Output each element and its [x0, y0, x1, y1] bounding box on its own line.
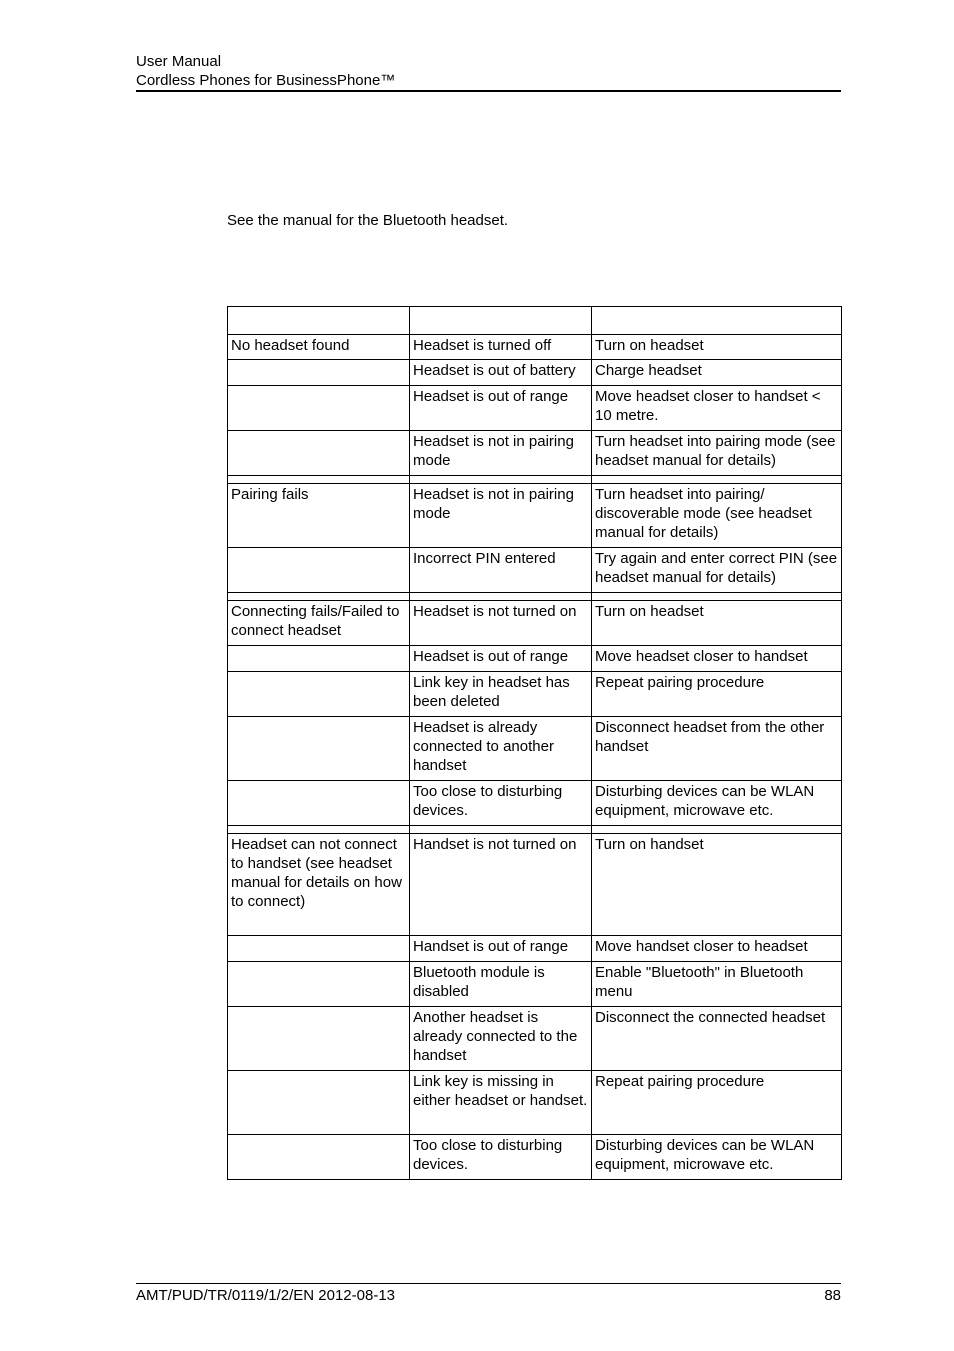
table-row	[228, 360, 842, 386]
solution-cell: Repeat pairing procedure	[592, 1071, 842, 1135]
solution-cell: Move headset closer to handset	[592, 646, 842, 672]
problem-cell	[228, 1071, 410, 1135]
cause-cell: Headset is not turned on	[410, 601, 592, 646]
problem-cell	[228, 1007, 410, 1071]
table-spacer-row	[228, 826, 842, 834]
table-row	[228, 335, 842, 360]
header-title: User Manual	[136, 53, 222, 70]
solution-cell: Charge headset	[592, 360, 842, 386]
table-row	[228, 717, 842, 781]
table-row	[228, 386, 842, 431]
table-row	[228, 646, 842, 672]
table-row	[228, 1135, 842, 1180]
cause-cell: Link key in headset has been deleted	[410, 672, 592, 717]
solution-cell: Move handset closer to headset	[592, 936, 842, 962]
solution-cell: Disconnect the connected headset	[592, 1007, 842, 1071]
cause-cell: Another headset is already connected to the handset	[410, 1007, 592, 1071]
solution-cell: Turn headset into pairing mode (see headset manual for details)	[592, 431, 842, 476]
problem-cell	[228, 1135, 410, 1180]
solution-cell: Turn on headset	[592, 335, 842, 360]
table-row	[228, 601, 842, 646]
cause-cell	[410, 476, 592, 484]
table-row	[228, 834, 842, 936]
problem-cell	[228, 386, 410, 431]
solution-cell: Try again and enter correct PIN (see headset manual for details)	[592, 548, 842, 593]
header-subtitle: Cordless Phones for BusinessPhone™	[136, 72, 396, 89]
solution-cell: Enable "Bluetooth" in Bluetooth menu	[592, 962, 842, 1007]
table-spacer-row	[228, 593, 842, 601]
problem-cell	[228, 307, 410, 335]
solution-cell: Turn on handset	[592, 834, 842, 936]
table-row	[228, 484, 842, 548]
cause-cell: Headset is not in pairing mode	[410, 484, 592, 548]
cause-cell: Headset is out of range	[410, 386, 592, 431]
cause-cell	[410, 826, 592, 834]
problem-cell	[228, 593, 410, 601]
problem-cell	[228, 548, 410, 593]
solution-cell: Move headset closer to handset < 10 metre.	[592, 386, 842, 431]
solution-cell: Turn headset into pairing/ discoverable mode (see headset manual for details)	[592, 484, 842, 548]
problem-cell	[228, 717, 410, 781]
solution-cell: Turn on headset	[592, 601, 842, 646]
table-header-row	[228, 307, 842, 335]
table-row	[228, 781, 842, 826]
problem-cell	[228, 826, 410, 834]
cause-cell	[410, 307, 592, 335]
page-number: 88	[824, 1287, 841, 1304]
problem-cell	[228, 646, 410, 672]
problem-cell: No headset found	[228, 335, 410, 360]
cause-cell: Link key is missing in either headset or handset.	[410, 1071, 592, 1135]
table-spacer-row	[228, 476, 842, 484]
solution-cell	[592, 593, 842, 601]
table-row	[228, 672, 842, 717]
cause-cell: Too close to disturbing devices.	[410, 1135, 592, 1180]
solution-cell: Disconnect headset from the other handset	[592, 717, 842, 781]
footer-doc-id: AMT/PUD/TR/0119/1/2/EN 2012-08-13	[136, 1287, 396, 1304]
problem-cell: Headset can not connect to handset (see headset manual for details on how to connect)	[228, 834, 410, 936]
table-row	[228, 548, 842, 593]
table-row	[228, 1071, 842, 1135]
problem-cell	[228, 962, 410, 1007]
cause-cell: Bluetooth module is disabled	[410, 962, 592, 1007]
page-header	[136, 52, 841, 90]
problem-cell: Pairing fails	[228, 484, 410, 548]
cause-cell: Headset is turned off	[410, 335, 592, 360]
problem-cell	[228, 476, 410, 484]
table-row	[228, 962, 842, 1007]
cause-cell	[410, 593, 592, 601]
solution-cell: Disturbing devices can be WLAN equipment, microwave etc.	[592, 781, 842, 826]
troubleshooting-table	[227, 306, 842, 1180]
cause-cell: Headset is not in pairing mode	[410, 431, 592, 476]
table-row	[228, 1007, 842, 1071]
solution-cell: Disturbing devices can be WLAN equipment, microwave etc.	[592, 1135, 842, 1180]
page-footer	[136, 1287, 841, 1304]
solution-cell	[592, 307, 842, 335]
solution-cell	[592, 826, 842, 834]
intro-text: See the manual for the Bluetooth headset.	[227, 212, 509, 229]
cause-cell: Headset is already connected to another handset	[410, 717, 592, 781]
problem-cell	[228, 672, 410, 717]
problem-cell	[228, 936, 410, 962]
cause-cell: Handset is not turned on	[410, 834, 592, 936]
header-divider	[136, 90, 841, 92]
cause-cell: Too close to disturbing devices.	[410, 781, 592, 826]
cause-cell: Headset is out of battery	[410, 360, 592, 386]
footer-divider	[136, 1283, 841, 1284]
problem-cell	[228, 360, 410, 386]
solution-cell: Repeat pairing procedure	[592, 672, 842, 717]
cause-cell: Headset is out of range	[410, 646, 592, 672]
problem-cell	[228, 431, 410, 476]
cause-cell: Incorrect PIN entered	[410, 548, 592, 593]
problem-cell	[228, 781, 410, 826]
table-row	[228, 936, 842, 962]
cause-cell: Handset is out of range	[410, 936, 592, 962]
solution-cell	[592, 476, 842, 484]
table-row	[228, 431, 842, 476]
problem-cell: Connecting fails/Failed to connect headset	[228, 601, 410, 646]
